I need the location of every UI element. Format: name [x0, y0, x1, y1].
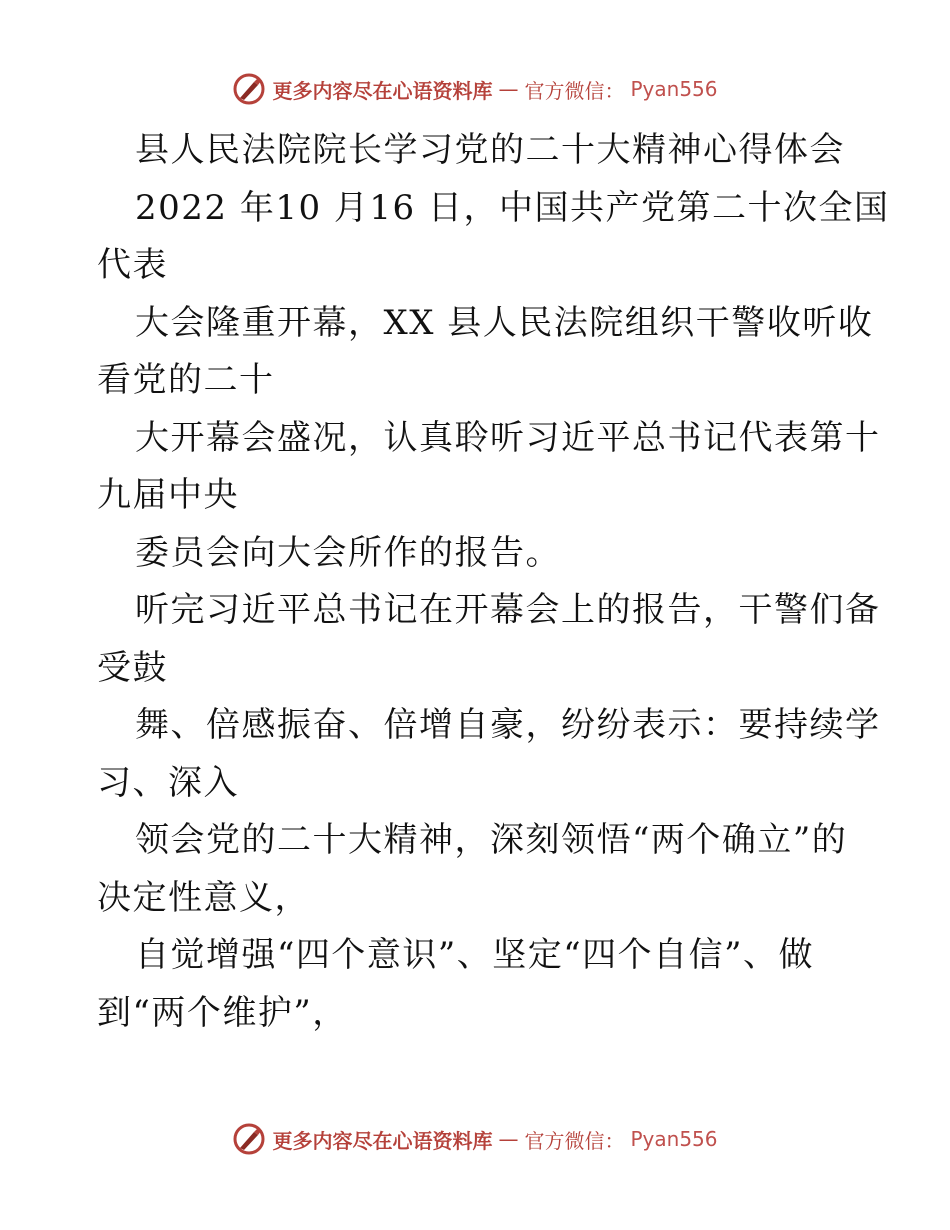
text-line: 舞、倍感振奋、倍增自豪，纷纷表示：要持续学	[135, 705, 881, 745]
pen-logo-icon	[232, 72, 266, 106]
text-line: 委员会向大会所作的报告。	[135, 532, 561, 573]
document-body	[97, 122, 890, 1042]
watermark-wechat-label: 官方微信：	[524, 1128, 625, 1153]
watermark-brand: 更多内容尽在心语资料库	[272, 78, 493, 103]
watermark-dash: —	[498, 1127, 519, 1151]
pen-logo-icon	[232, 1122, 266, 1156]
footer-watermark	[0, 1122, 950, 1156]
text-line: 习、深入	[97, 762, 239, 803]
text-line: 大开幕会盛况，认真聆听习近平总书记代表第十	[135, 417, 881, 458]
text-line: 听完习近平总书记在开幕会上的报告，干警们备	[135, 590, 881, 630]
text-line: 2022 年10 月16 日，中国共产党第二十次全国	[135, 187, 890, 228]
watermark-brand: 更多内容尽在心语资料库	[272, 1128, 493, 1153]
text-line: 九届中央	[97, 475, 239, 515]
text-line: 到“两个维护”，	[97, 992, 348, 1033]
text-line: 领会党的二十大精神，深刻领悟“两个确立”的	[135, 820, 848, 860]
watermark-wechat-label: 官方微信：	[524, 78, 625, 103]
text-line: 决定性意义，	[97, 877, 310, 918]
watermark-wechat-id: Pyan556	[630, 77, 718, 101]
text-line: 受鼓	[97, 647, 168, 688]
text-line: 看党的二十	[97, 360, 275, 400]
watermark-dash: —	[498, 77, 519, 101]
watermark-wechat-id: Pyan556	[630, 1127, 718, 1151]
document-title: 县人民法院院长学习党的二十大精神心得体会	[135, 130, 845, 170]
header-watermark	[0, 72, 950, 106]
text-line: 自觉增强“四个意识”、坚定“四个自信”、做	[135, 935, 815, 975]
text-line: 代表	[97, 245, 168, 285]
text-line: 大会隆重开幕，XX 县人民法院组织干警收听收	[135, 302, 874, 343]
